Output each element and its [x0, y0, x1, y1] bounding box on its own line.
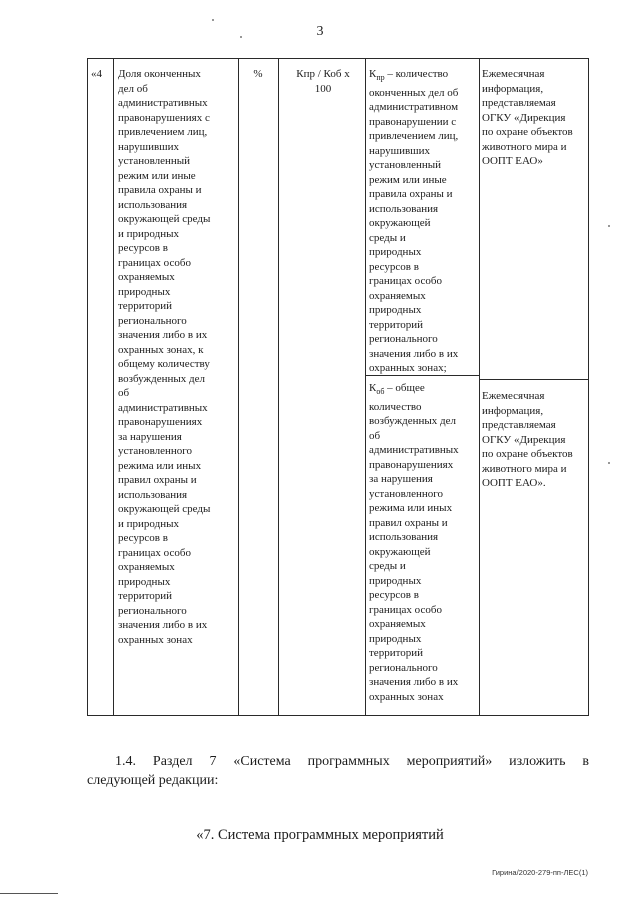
variable-symbol: К [369, 382, 377, 394]
text-line: природных [369, 246, 422, 259]
text-line: использования [118, 488, 188, 501]
variable-symbol: К [369, 68, 377, 80]
text-line: животного мира и [482, 462, 567, 475]
formula-line: Кпр / Коб х [296, 68, 350, 80]
text-line: территорий [118, 300, 173, 312]
scan-speck [608, 462, 610, 464]
document-code: Гирина/2020-279-пп-ЛЕС(1) [492, 868, 588, 877]
text-line: среды и [369, 560, 406, 573]
table-column-divider [113, 59, 114, 715]
text-line: и природных [118, 227, 179, 240]
text-line: нарушивших [369, 144, 431, 157]
text-line: привлечением лиц, [118, 126, 208, 138]
unit-of-measure: % [253, 68, 263, 80]
text-line: информация, [482, 404, 544, 417]
variable-subscript: пр [376, 73, 385, 83]
text-line: правил охраны и [118, 474, 197, 486]
text-line: территорий [369, 318, 424, 331]
text-line: представляемая [482, 419, 556, 431]
text-line: административных [118, 97, 208, 109]
variable-kob-definition [369, 381, 477, 400]
text-line: ООПТ ЕАО». [482, 477, 546, 489]
text-line: территорий [369, 647, 424, 660]
text-line: значения либо в их [118, 329, 208, 341]
page-number: 3 [316, 24, 324, 39]
text-line: охранных зонах [118, 633, 193, 646]
variable-definition-start: – общее [384, 382, 425, 394]
text-line: установленный [118, 155, 191, 167]
text-line: границах особо [369, 275, 442, 288]
text-line: регионального [369, 333, 438, 346]
table-column-divider [278, 59, 279, 715]
text-line: охранных зонах; [369, 362, 447, 375]
text-line: установленного [369, 487, 444, 500]
text-line: административном [369, 101, 459, 114]
text-line: ресурсов в [118, 532, 168, 544]
text-line: оконченных дел об [369, 86, 459, 99]
scan-speck [608, 225, 610, 227]
text-line: возбужденных дел [118, 372, 205, 385]
text-line: природных [118, 575, 171, 588]
row-number: «4 [91, 68, 102, 80]
text-line: природных [118, 285, 171, 298]
text-line: охраняемых [369, 618, 426, 631]
text-line: значения либо в их [118, 619, 208, 631]
text-line: окружающей [369, 545, 431, 558]
text-line: использования [369, 531, 439, 544]
text-line: границах особо [118, 256, 191, 269]
text-line: и природных [118, 517, 179, 530]
text-line: охраняемых [369, 289, 426, 302]
text-line: установленного [118, 445, 193, 457]
formula-cell [283, 67, 363, 96]
text-line: использования [369, 202, 439, 215]
text-line: ООПТ ЕАО» [482, 155, 543, 167]
text-line: представляемая [482, 97, 556, 109]
text-line: административных [369, 444, 459, 457]
footer-rule [0, 893, 58, 894]
text-line: Доля оконченных [118, 68, 201, 80]
text-line: нарушивших [118, 140, 180, 153]
text-line: Ежемесячная [482, 390, 545, 402]
text-line: привлечением лиц, [369, 130, 459, 143]
text-line: природных [369, 632, 422, 645]
data-source-kob [482, 389, 588, 491]
text-line: значения либо в их [369, 676, 459, 689]
text-line: ресурсов в [118, 242, 168, 254]
text-line: охранных зонах [369, 690, 444, 703]
table-column-divider [479, 59, 480, 715]
text-line: окружающей [369, 217, 431, 230]
text-line: ресурсов в [369, 260, 419, 273]
table-column-divider [365, 59, 366, 715]
text-line: регионального [118, 314, 187, 327]
text-line: животного мира и [482, 140, 567, 153]
text-line: охраняемых [118, 271, 175, 283]
text-line: правил охраны и [369, 516, 448, 529]
text-line: общему количеству [118, 358, 210, 370]
text-line: за нарушения [118, 430, 182, 443]
text-line: регионального [369, 661, 438, 674]
formula-line: 100 [314, 82, 332, 95]
text-line: ОГКУ «Дирекция [482, 111, 566, 124]
text-line: правила охраны и [118, 184, 202, 196]
table-row-divider [479, 379, 589, 380]
scan-speck [240, 36, 242, 38]
text-line: регионального [118, 604, 187, 617]
text-line: охраняемых [118, 561, 175, 573]
section-title: «7. Система программных мероприятий [196, 827, 444, 843]
text-line: правила охраны и [369, 188, 453, 201]
text-line: окружающей среды [118, 503, 211, 515]
text-line: правонарушениях с [118, 111, 210, 124]
text-line: охранных зонах, к [118, 343, 204, 356]
text-line: по охране объектов [482, 126, 573, 138]
text-line: правонарушениях [369, 458, 454, 471]
text-line: природных [369, 304, 422, 317]
variable-definition-start: – количество [384, 68, 449, 80]
text-line: границах особо [369, 603, 442, 616]
data-source-kpr [482, 67, 588, 169]
text-line: ресурсов в [369, 589, 419, 602]
amendment-paragraph-continuation: следующей редакции: [87, 773, 219, 788]
text-line: за нарушения [369, 473, 433, 486]
text-line: режима или иных [118, 459, 202, 472]
text-line: Ежемесячная [482, 68, 545, 80]
amendment-paragraph: 1.4. Раздел 7 «Система программных мероприятий» изложить в [115, 754, 589, 769]
variable-kpr-definition [369, 67, 477, 86]
text-line: среды и [369, 231, 406, 244]
text-line: режим или иные [369, 173, 447, 186]
text-line: ОГКУ «Дирекция [482, 433, 566, 446]
text-line: установленный [369, 159, 442, 172]
scan-speck [212, 19, 214, 21]
text-line: правонарушении с [369, 115, 457, 128]
text-line: использования [118, 198, 188, 211]
text-line: территорий [118, 590, 173, 602]
variable-subscript: об [376, 387, 385, 397]
text-line: окружающей среды [118, 213, 211, 225]
text-line: по охране объектов [482, 448, 573, 460]
text-line: об [118, 387, 130, 399]
text-line: информация, [482, 82, 544, 95]
indicator-name [118, 67, 248, 647]
text-line: правонарушениях [118, 416, 203, 428]
indicator-table [87, 58, 589, 716]
variable-kpr-description [369, 67, 477, 376]
text-line: административных [118, 401, 208, 414]
text-line: об [369, 429, 381, 442]
text-line: значения либо в их [369, 347, 459, 360]
text-line: количество [369, 400, 422, 413]
variable-kob-description [369, 381, 477, 704]
text-line: природных [369, 574, 422, 587]
text-line: режим или иные [118, 169, 196, 182]
text-line: режима или иных [369, 502, 453, 515]
text-line: границах особо [118, 546, 191, 559]
text-line: дел об [118, 82, 148, 95]
text-line: возбужденных дел [369, 415, 456, 428]
